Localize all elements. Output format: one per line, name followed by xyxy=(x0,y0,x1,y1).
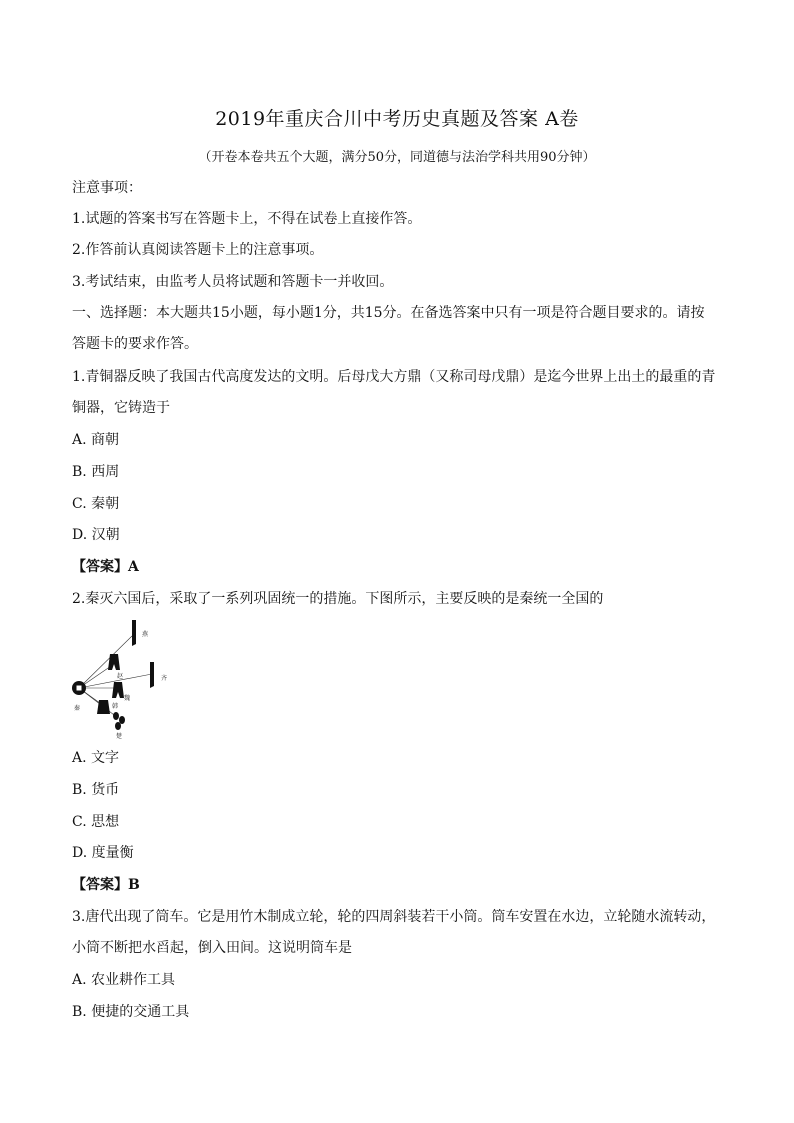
figure-label-chu: 楚 xyxy=(116,733,123,740)
figure-label-yan: 燕 xyxy=(142,631,149,638)
question-1-option-c: C. 秦朝 xyxy=(72,496,120,512)
question-2-option-a: A. 文字 xyxy=(72,750,120,766)
question-1-option-a: A. 商朝 xyxy=(72,432,120,448)
question-1-option-d: D. 汉朝 xyxy=(72,527,120,543)
question-1-option-b: B. 西周 xyxy=(72,464,120,480)
question-3-stem: 3.唐代出现了筒车。它是用竹木制成立轮，轮的四周斜装若干小筒。筒车安置在水边，立轮随水流转动， xyxy=(72,909,716,925)
notice-item: 1.试题的答案书写在答题卡上，不得在试卷上直接作答。 xyxy=(72,211,422,227)
figure-label-wei: 魏 xyxy=(124,695,131,702)
question-1-answer: 【答案】A xyxy=(72,559,139,575)
question-2-stem: 2.秦灭六国后，采取了一系列巩固统一的措施。下图所示，主要反映的是秦统一全国的 xyxy=(72,591,604,607)
notice-item: 2.作答前认真阅读答题卡上的注意事项。 xyxy=(72,242,324,258)
section-1-instructions: 一、选择题：本大题共15小题，每小题1分，共15分。在备选答案中只有一项是符合题目要求的。请按 xyxy=(72,305,705,321)
figure-label-qi: 齐 xyxy=(161,675,168,682)
question-3-option-b: B. 便捷的交通工具 xyxy=(72,1004,190,1020)
question-3-stem-cont: 小筒不断把水舀起，倒入田间。这说明筒车是 xyxy=(72,940,352,956)
figure-label-han: 韩 xyxy=(112,703,119,710)
question-2-option-d: D. 度量衡 xyxy=(72,845,134,861)
page-title: 2019年重庆合川中考历史真题及答案 A卷 xyxy=(215,108,579,130)
figure-label-zhao: 赵 xyxy=(117,673,124,680)
question-3-option-a: A. 农业耕作工具 xyxy=(72,972,176,988)
notice-item: 3.考试结束，由监考人员将试题和答题卡一并收回。 xyxy=(72,274,394,290)
question-2-option-c: C. 思想 xyxy=(72,814,120,830)
notice-heading: 注意事项： xyxy=(72,180,142,196)
qin-currency-figure xyxy=(66,616,186,744)
figure-label-qin: 秦 xyxy=(74,705,81,712)
question-1-stem-cont: 铜器，它铸造于 xyxy=(72,400,170,416)
page-subtitle: （开卷本卷共五个大题，满分50分，同道德与法治学科共用90分钟） xyxy=(198,150,596,165)
question-2-answer: 【答案】B xyxy=(72,877,140,893)
section-1-instructions-cont: 答题卡的要求作答。 xyxy=(72,336,198,352)
question-2-option-b: B. 货币 xyxy=(72,782,120,798)
question-1-stem: 1.青铜器反映了我国古代高度发达的文明。后母戊大方鼎（又称司母戊鼎）是迄今世界上出土的最重的青 xyxy=(72,369,716,385)
